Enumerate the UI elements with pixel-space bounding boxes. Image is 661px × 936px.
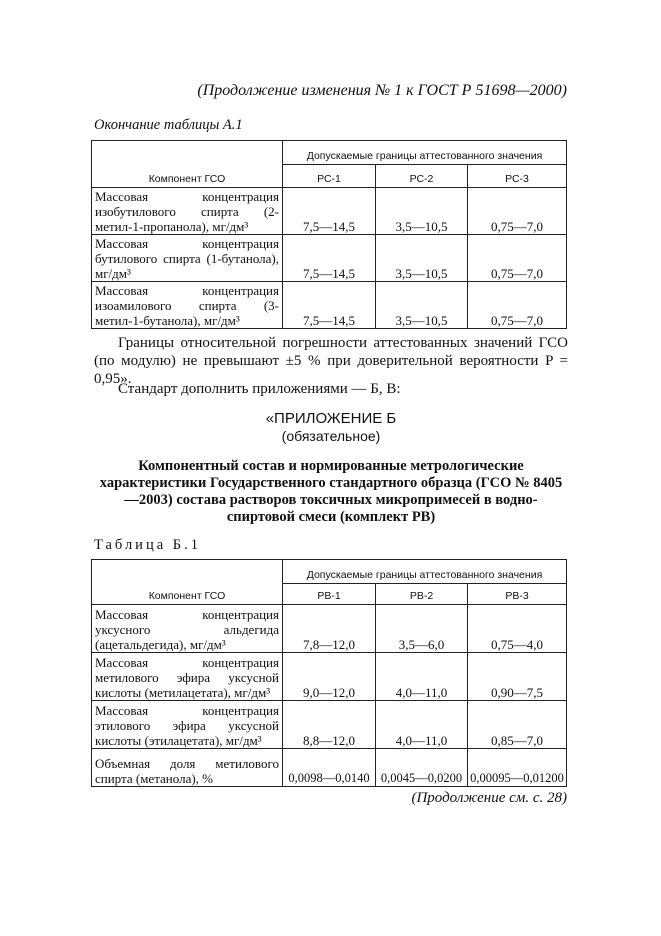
value-cell: 0,75—4,0 [468,605,567,653]
component-name: Массовая концентрация уксусного альдегида (ацетальдегида), мг/дм³ [92,605,283,653]
value-cell: 3,5—10,5 [376,188,468,235]
value-cell: 7,5—14,5 [283,188,376,235]
table-b-limits-header: Допускаемые границы аттестованного значения [283,560,567,584]
header-note: (Продолжение изменения № 1 к ГОСТ Р 51698—2000) [197,82,567,99]
component-name: Массовая концентрация изоамилового спирта (3-метил-1-бутанола), мг/дм³ [92,282,283,329]
table-b-component-header: Компонент ГСО [92,560,283,605]
value-cell: 9,0—12,0 [283,653,376,701]
value-cell: 4,0—11,0 [376,653,468,701]
value-cell: 7,5—14,5 [283,235,376,282]
value-cell: 0,75—7,0 [468,282,567,329]
value-cell: 8,8—12,0 [283,701,376,749]
value-cell: 7,5—14,5 [283,282,376,329]
table-a-subheader: РС-3 [468,165,567,188]
table-b-subheader: РВ-2 [376,584,468,605]
table-b-subheader: РВ-3 [468,584,567,605]
component-name: Объемная доля метилового спирта (метанола), % [92,749,283,787]
value-cell: 4,0—11,0 [376,701,468,749]
appendix-title: «ПРИЛОЖЕНИЕ Б [265,410,397,427]
value-cell: 0,75—7,0 [468,188,567,235]
table-a [91,140,567,329]
component-name: Массовая концентрация изобутилового спирта (2-метил-1-пропанола), мг/дм³ [92,188,283,235]
table-a-subheader: РС-1 [283,165,376,188]
table-row [92,235,567,282]
table-row [92,701,567,749]
paragraph-error-limits: Границы относительной погрешности аттестованных значений ГСО (по модулю) не превышают ±5 % при доверительной вероятности P = 0,95». [94,335,568,387]
table-b-caption: Таблица Б.1 [94,537,201,553]
component-name: Массовая концентрация бутилового спирта (1-бутанола), мг/дм³ [92,235,283,282]
table-a-caption: Окончание таблицы А.1 [94,117,243,133]
value-cell: 0,0045—0,0200 [376,749,468,787]
footer-note: (Продолжение см. с. 28) [411,790,567,806]
value-cell: 0,75—7,0 [468,235,567,282]
table-row [92,749,567,787]
table-row [92,188,567,235]
value-cell: 7,8—12,0 [283,605,376,653]
value-cell: 3,5—10,5 [376,282,468,329]
table-b-subheader: РВ-1 [283,584,376,605]
value-cell: 0,85—7,0 [468,701,567,749]
value-cell: 3,5—6,0 [376,605,468,653]
component-name: Массовая концентрация этилового эфира уксусной кислоты (этилацетата), мг/дм³ [92,701,283,749]
table-row [92,653,567,701]
component-name: Массовая концентрация метилового эфира уксусной кислоты (метилацетата), мг/дм³ [92,653,283,701]
table-a-limits-header: Допускаемые границы аттестованного значения [283,141,567,165]
table-a-component-header: Компонент ГСО [92,141,283,188]
value-cell: 0,90—7,5 [468,653,567,701]
table-row [92,605,567,653]
appendix-heading: Компонентный состав и нормированные метрологические характеристики Государственного стандартного образца (ГСО № 8405—2003) состава растворов токсичных микропримесей в водно-спиртовой смеси (комплект РВ) [99,458,563,525]
appendix-subtitle: (обязательное) [281,428,381,444]
table-b [91,559,567,787]
paragraph-add-appendices: Стандарт дополнить приложениями — Б, В: [118,381,401,397]
table-a-subheader: РС-2 [376,165,468,188]
value-cell: 0,0098—0,0140 [283,749,376,787]
table-row [92,282,567,329]
value-cell: 3,5—10,5 [376,235,468,282]
value-cell: 0,00095—0,01200 [468,749,567,787]
